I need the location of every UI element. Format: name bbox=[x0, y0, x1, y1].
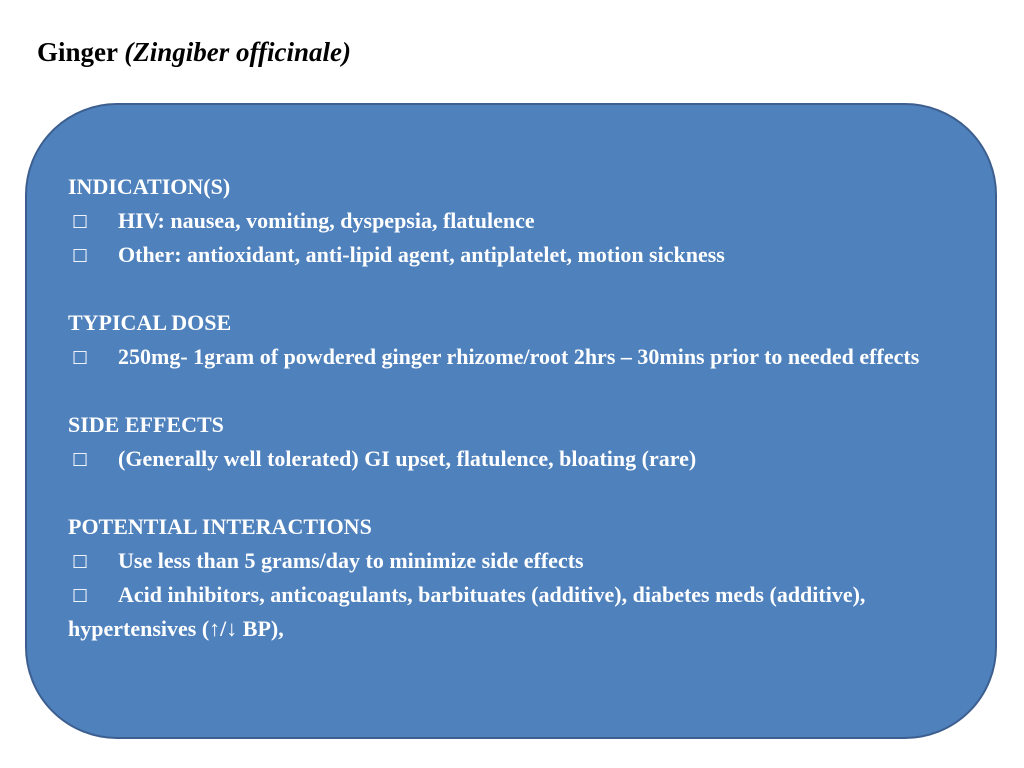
bullet-glyph-icon: □ bbox=[72, 449, 89, 469]
bullet-glyph-icon: □ bbox=[72, 347, 89, 367]
list-item bbox=[68, 340, 968, 374]
list-item-text: 250mg- 1gram of powdered ginger rhizome/root 2hrs – 30mins prior to needed effects bbox=[118, 344, 920, 369]
list-item bbox=[68, 578, 968, 646]
section-side-effects bbox=[68, 408, 968, 476]
list-item-text: Use less than 5 grams/day to minimize side effects bbox=[118, 548, 584, 573]
section-indications bbox=[68, 170, 968, 272]
section-heading: INDICATION(S) bbox=[68, 174, 231, 199]
title-main: Ginger bbox=[37, 37, 118, 67]
list-item bbox=[68, 204, 968, 238]
section-potential-interactions bbox=[68, 510, 968, 646]
section-heading: SIDE EFFECTS bbox=[68, 412, 224, 437]
page-title bbox=[37, 36, 351, 68]
list-item bbox=[68, 442, 968, 476]
list-item-text: Other: antioxidant, anti-lipid agent, antiplatelet, motion sickness bbox=[118, 242, 725, 267]
bullet-glyph-icon: □ bbox=[72, 245, 89, 265]
title-scientific-name: (Zingiber officinale) bbox=[124, 37, 351, 67]
bullet-glyph-icon: □ bbox=[72, 211, 89, 231]
list-item-text: HIV: nausea, vomiting, dyspepsia, flatulence bbox=[118, 208, 535, 233]
bullet-glyph-icon: □ bbox=[72, 551, 89, 571]
info-panel-content bbox=[68, 170, 968, 680]
list-item-text: Acid inhibitors, anticoagulants, barbituates (additive), diabetes meds (additive), hypertensives (↑/↓ BP), bbox=[68, 582, 866, 641]
section-heading: TYPICAL DOSE bbox=[68, 310, 232, 335]
section-heading: POTENTIAL INTERACTIONS bbox=[68, 514, 372, 539]
section-typical-dose bbox=[68, 306, 968, 374]
bullet-glyph-icon: □ bbox=[72, 585, 89, 605]
list-item-text: (Generally well tolerated) GI upset, flatulence, bloating (rare) bbox=[118, 446, 697, 471]
list-item bbox=[68, 544, 968, 578]
list-item bbox=[68, 238, 968, 272]
